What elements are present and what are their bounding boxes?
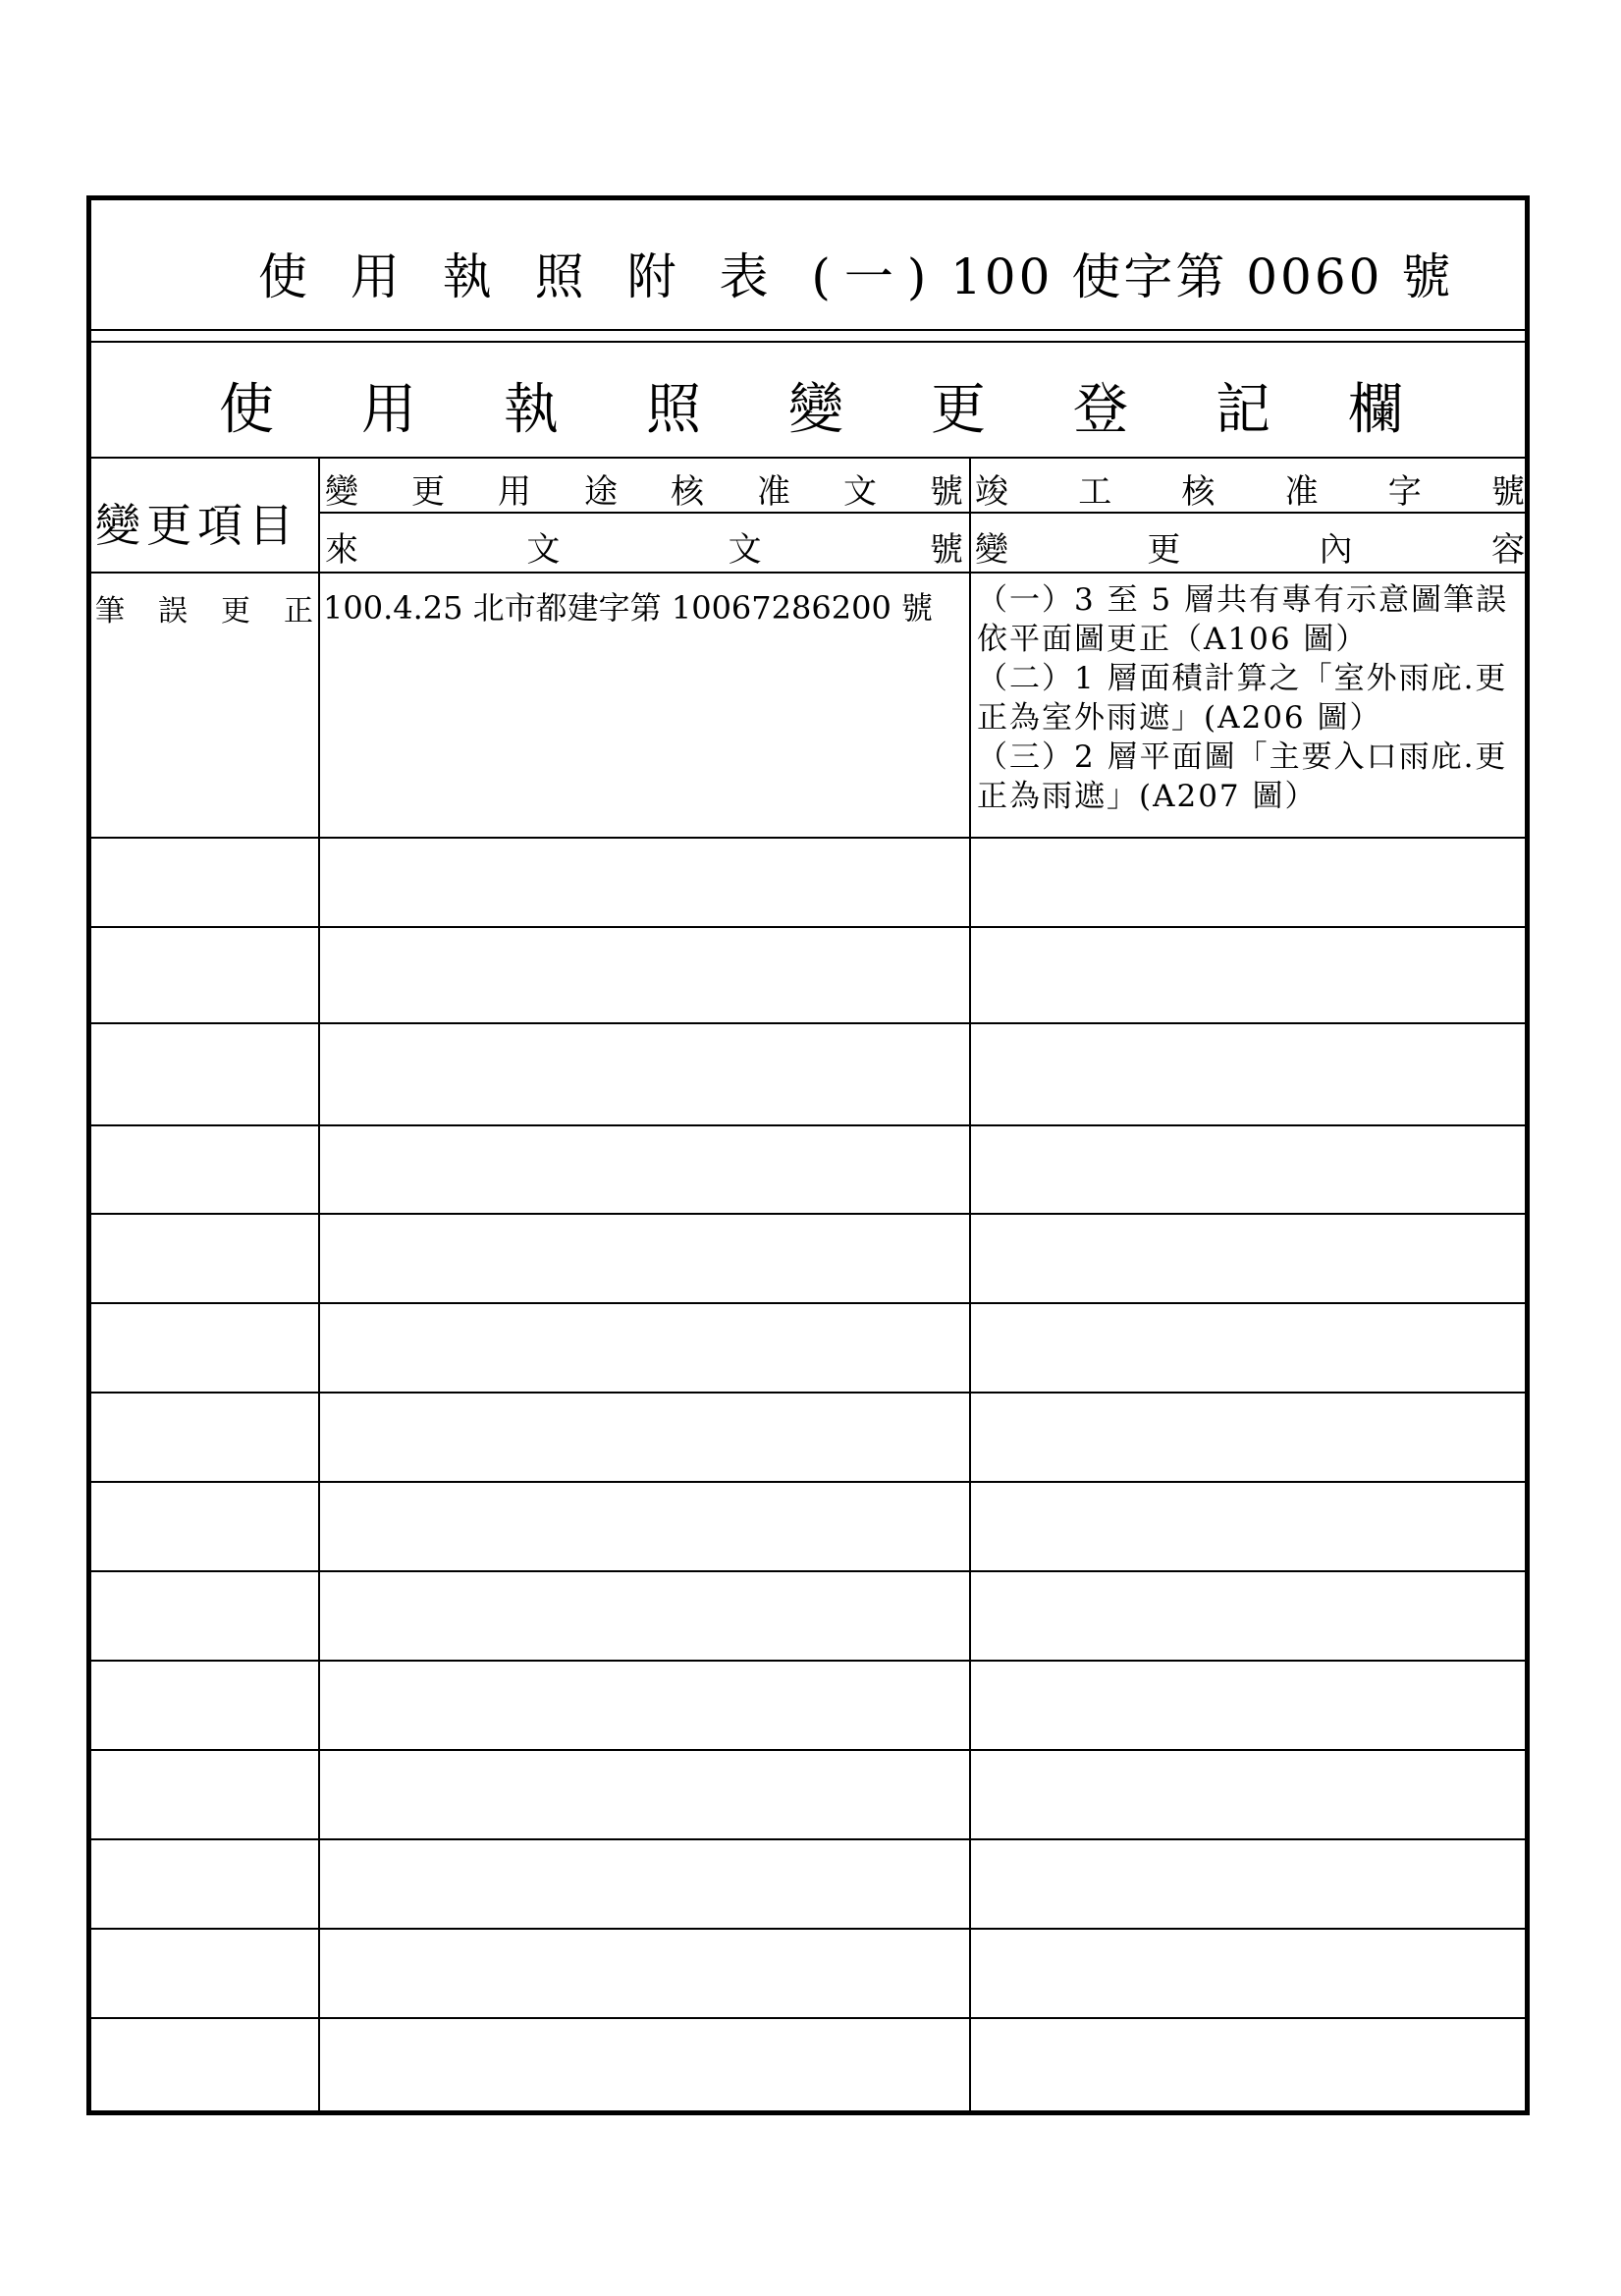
heading-char: 用	[361, 378, 416, 442]
header-char: 內	[1319, 530, 1353, 570]
row-divider	[91, 572, 1525, 574]
header-char: 更	[411, 472, 445, 512]
column-divider	[969, 459, 971, 2115]
item-char: 筆	[95, 594, 125, 629]
row-divider	[91, 1928, 1525, 1930]
row-divider	[91, 1838, 1525, 1840]
header-char: 變	[325, 472, 358, 512]
header-char: 容	[1490, 530, 1525, 570]
header-char: 核	[671, 472, 704, 512]
item-char: 更	[221, 594, 250, 629]
item-char: 誤	[158, 594, 188, 629]
row-doc-no: 100.4.25 北市都建字第 10067286200 號	[323, 589, 933, 627]
content-line: （二）1 層面積計算之「室外雨庇.更	[977, 661, 1508, 696]
row-divider	[91, 926, 1525, 928]
header-char: 號	[930, 472, 963, 512]
header-char: 文	[843, 472, 877, 512]
title-row	[91, 200, 1525, 331]
heading-char: 登	[1073, 378, 1128, 442]
row-divider	[91, 1749, 1525, 1751]
header-char: 核	[1181, 472, 1216, 512]
incoming-doc-no-header	[325, 522, 963, 571]
column-divider	[318, 459, 320, 2115]
row-divider	[91, 1392, 1525, 1394]
heading-char: 欄	[1348, 378, 1403, 442]
change-content-header	[975, 522, 1525, 571]
content-line: 正為雨遮」(A207 圖）	[977, 779, 1318, 814]
heading-char: 照	[646, 378, 701, 442]
registration-table	[86, 195, 1530, 2115]
heading-char: 更	[931, 378, 986, 442]
row-divider	[91, 837, 1525, 839]
content-line: （三）2 層平面圖「主要入口雨庇.更	[977, 739, 1508, 775]
row-divider	[91, 1302, 1525, 1304]
row-divider	[91, 1660, 1525, 1662]
header-char: 工	[1078, 472, 1112, 512]
header-char: 文	[526, 530, 561, 570]
header-char: 來	[325, 530, 358, 570]
header-char: 號	[929, 530, 963, 570]
table-grid	[91, 459, 1525, 2115]
heading-char: 使	[219, 378, 274, 442]
document-title: 使 用 執 照 附 表 (一)	[258, 248, 941, 305]
row-divider	[91, 1213, 1525, 1215]
heading-char: 執	[504, 378, 559, 442]
content-line: （一）3 至 5 層共有專有示意圖筆誤	[977, 582, 1509, 618]
header-char: 變	[975, 530, 1008, 570]
row-divider	[91, 1570, 1525, 1572]
header-char: 准	[1284, 472, 1319, 512]
row-divider	[91, 1481, 1525, 1483]
content-line: 正為室外雨遮」(A206 圖）	[977, 700, 1382, 736]
completion-no-header	[975, 465, 1525, 513]
header-char: 文	[728, 530, 762, 570]
heading-char: 變	[788, 378, 843, 442]
section-heading	[91, 341, 1525, 459]
approval-doc-no-header	[325, 465, 963, 513]
license-number: 100 使字第 0060 號	[950, 248, 1454, 305]
header-char: 准	[757, 472, 790, 512]
heading-char: 記	[1216, 378, 1270, 442]
row-divider	[91, 1022, 1525, 1024]
header-char: 途	[584, 472, 618, 512]
row-item	[95, 586, 313, 629]
header-char: 字	[1387, 472, 1422, 512]
header-char: 竣	[975, 472, 1008, 512]
row-content	[977, 580, 1508, 816]
row-divider	[91, 2017, 1525, 2019]
item-char: 正	[284, 594, 313, 629]
row-divider	[91, 1124, 1525, 1126]
content-line: 依平面圖更正（A106 圖）	[977, 622, 1369, 657]
header-char: 更	[1147, 530, 1181, 570]
header-char: 號	[1490, 472, 1525, 512]
change-item-header: 變更項目	[95, 499, 299, 552]
header-char: 用	[498, 472, 531, 512]
